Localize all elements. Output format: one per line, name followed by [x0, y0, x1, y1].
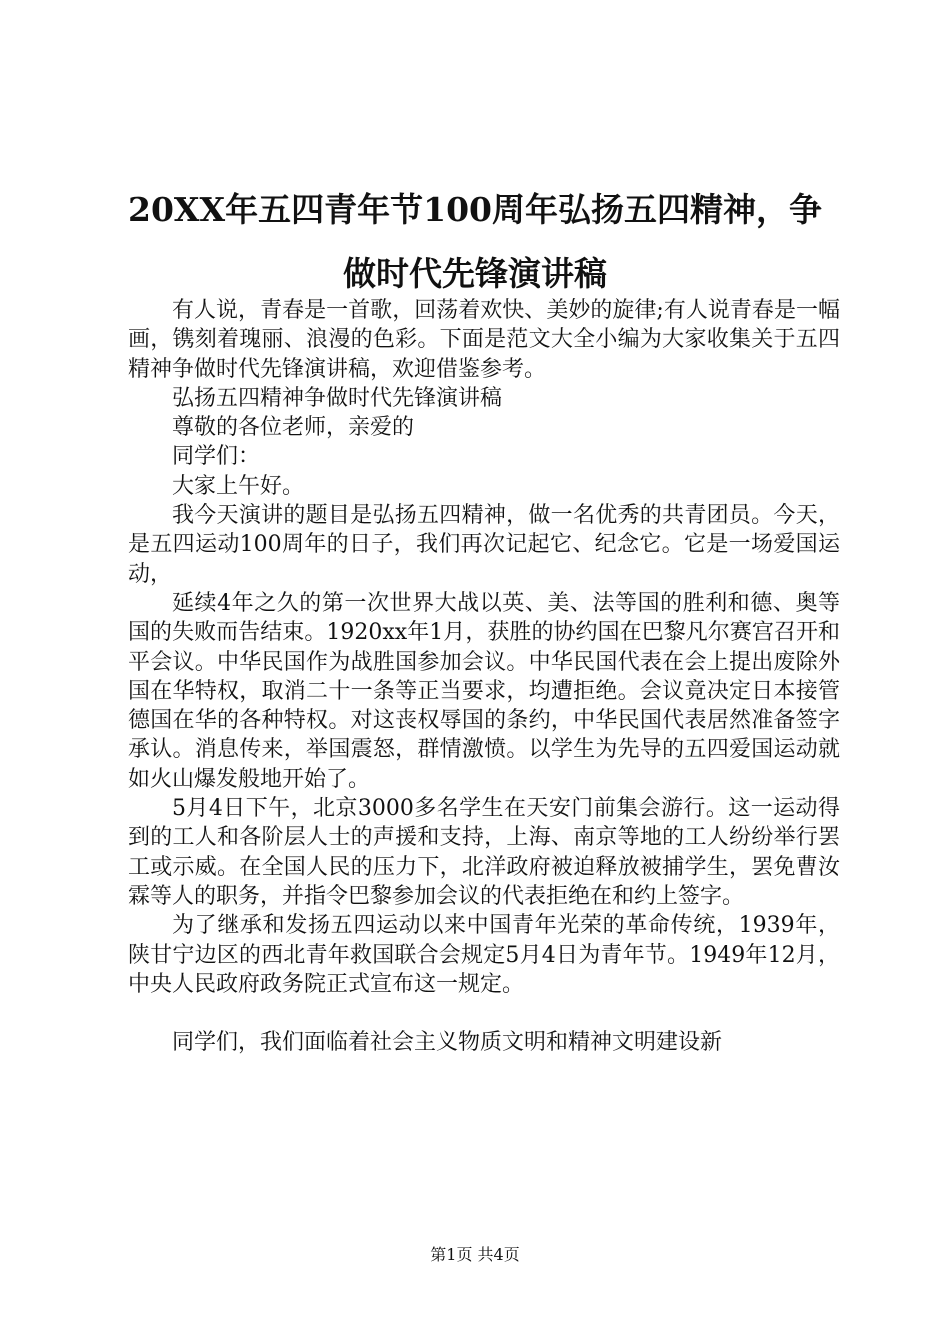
document-title — [100, 178, 850, 306]
title-line-1: 20XX年五四青年节100周年弘扬五四精神，争 — [127, 190, 822, 229]
page-footer: 第1页 共4页 — [430, 1245, 520, 1264]
paragraph-salutation: 尊敬的各位老师，亲爱的 — [172, 415, 415, 441]
paragraph-subtitle: 弘扬五四精神争做时代先锋演讲稿 — [172, 385, 503, 411]
paragraph-may-fourth: 5月4日下午，北京3000多名学生在天安门前集会游行。这一运动得到的工人和各阶层人士的声援和支持，上海、南京等地的工人纷纷举行罢工或示威。在全国人民的压力下，北洋政府被迫释放被捕学生，罢免曹汝霖等人的职务，并指令巴黎参加会议的代表拒绝在和约上签字。 — [128, 796, 840, 909]
paragraph-salutation-cont: 同学们： — [172, 444, 261, 470]
paragraph-classmates: 同学们，我们面临着社会主义物质文明和精神文明建设新 — [172, 1030, 723, 1056]
paragraph-youth-day: 为了继承和发扬五四运动以来中国青年光荣的革命传统，1939年，陕甘宁边区的西北青年救国联合会规定5月4日为青年节。1949年12月，中央人民政府政务院正式宣布这一规定。 — [128, 913, 840, 997]
paragraph-topic: 我今天演讲的题目是弘扬五四精神，做一名优秀的共青团员。今天，是五四运动100周年的日子，我们再次记起它、纪念它。它是一场爱国运动， — [128, 503, 840, 587]
paragraph-greeting: 大家上午好。 — [172, 473, 305, 499]
paragraph-history: 延续4年之久的第一次世界大战以英、美、法等国的胜利和德、奥等国的失败而告结束。1920xx年1月，获胜的协约国在巴黎凡尔赛宫召开和平会议。中华民国作为战胜国参加会议。中华民国代表在会上提出废除外国在华特权，取消二十一条等正当要求，均遭拒绝。会议竟决定日本接管德国在华的各种特权。对这丧权辱国的条约，中华民国代表居然准备签字承认。消息传来，举国震怒，群情激愤。以学生为先导的五四爱国运动就如火山爆发般地开始了。 — [128, 590, 840, 792]
paragraph-intro: 有人说，青春是一首歌，回荡着欢快、美妙的旋律;有人说青春是一幅画，镌刻着瑰丽、浪漫的色彩。下面是范文大全小编为大家收集关于五四精神争做时代先锋演讲稿，欢迎借鉴参考。 — [128, 298, 840, 382]
title-line-2: 做时代先锋演讲稿 — [343, 254, 607, 293]
document-body — [128, 296, 840, 1057]
